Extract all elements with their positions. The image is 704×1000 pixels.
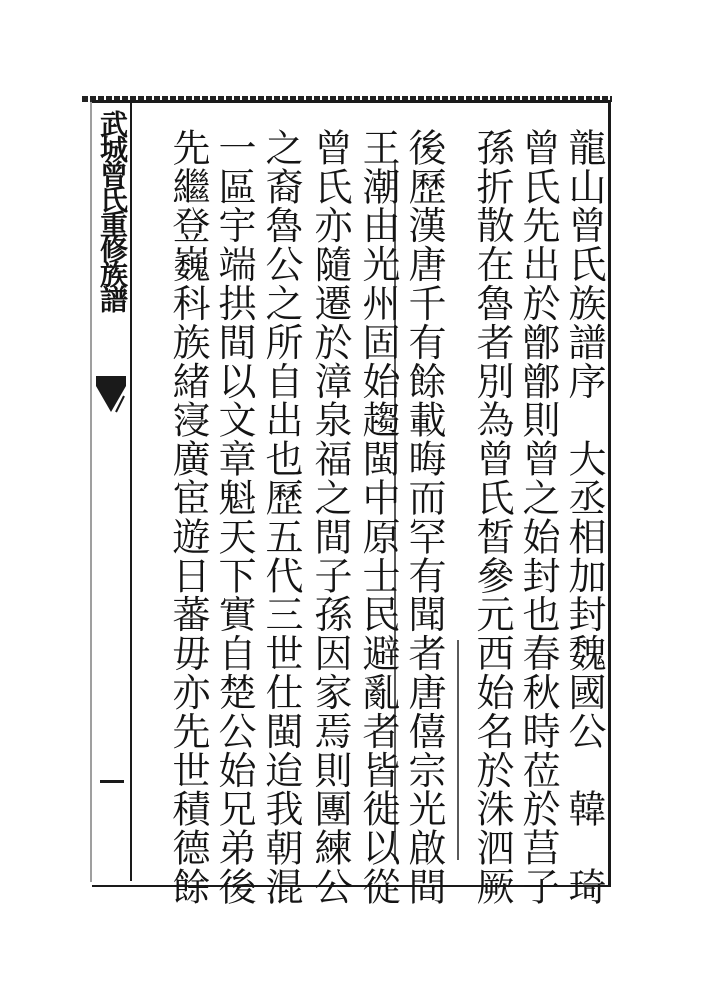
text-column: 一區宇端拱間以文章魁天下實自楚公始兄弟後 — [212, 128, 256, 906]
text-column: 龍山曾氏族譜序 大丞相加封魏國公 韓 琦 — [562, 128, 606, 906]
text-column: 後歷漢唐千有餘載晦而罕有聞者唐僖宗光啟間 — [402, 128, 446, 906]
text-column: 先繼登巍科族緒寖廣宦遊日蕃毋亦先世積德餘 — [166, 128, 210, 906]
text-column: 之裔魯公之所自出也歷五代三世仕閩迨我朝混 — [259, 128, 303, 906]
text-column: 孫折散在魯者別為曾氏皙參元西始名於洙泗厥 — [470, 128, 514, 906]
text-column: 王潮由光州固始趨閩中原士民避亂者皆徙以從 — [356, 128, 400, 906]
fish-tail-mark — [94, 372, 128, 416]
banxin-title: 武城曾氏重修族譜 — [96, 110, 129, 310]
text-column: 曾氏亦隨遷於漳泉福之間子孫因家焉則團練公 — [308, 128, 352, 906]
text-column: 曾氏先出於鄫鄫則曾之始封也春秋時莅於莒子 — [516, 128, 560, 906]
column-rule — [457, 640, 459, 860]
leaf-number-mark — [100, 780, 124, 783]
